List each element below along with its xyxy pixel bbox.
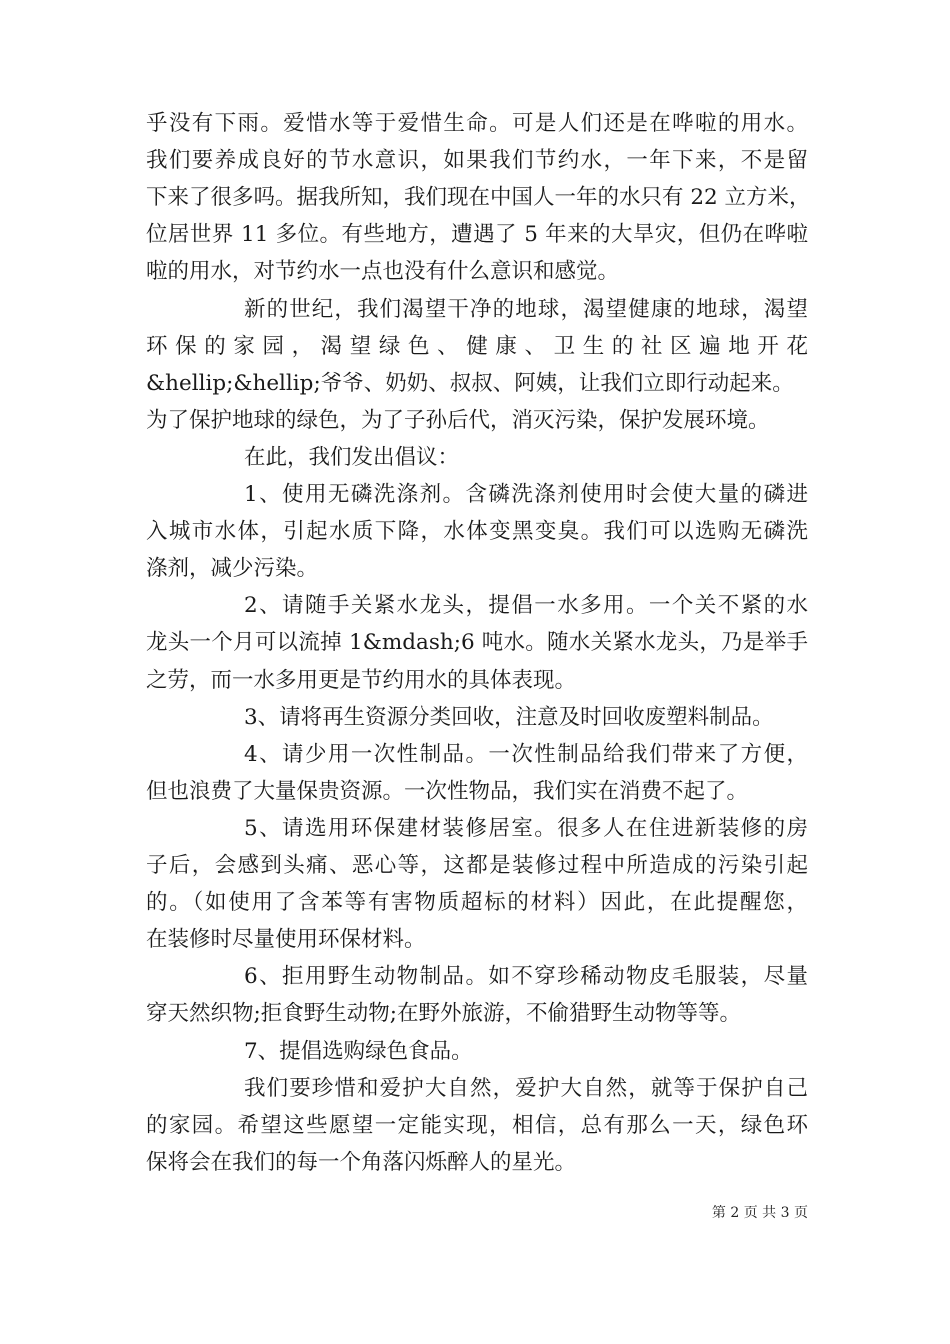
- text-line: 涤剂，减少污染。: [146, 556, 319, 582]
- text-line: &hellip;&hellip;爷爷、奶奶、叔叔、阿姨，让我们立即行动起来。: [146, 370, 794, 396]
- text-line: 穿天然织物;拒食野生动物;在野外旅游，不偷猎野生动物等等。: [146, 1001, 741, 1027]
- text-line: 的家园。希望这些愿望一定能实现，相信，总有那么一天，绿色环: [146, 1112, 808, 1138]
- text-line: 为了保护地球的绿色，为了子孙后代，消灭污染，保护发展环境。: [146, 407, 770, 433]
- text-line: 位居世界 11 多位。有些地方，遭遇了 5 年来的大旱灾，但仍在哗啦: [146, 222, 808, 248]
- text-line: 下来了很多吗。据我所知，我们现在中国人一年的水只有 22 立方米，: [146, 185, 811, 211]
- proposal-item-2: 2、请随手关紧水龙头，提倡一水多用。一个关不紧的水: [244, 593, 808, 619]
- text-line: 入城市水体，引起水质下降，水体变黑变臭。我们可以选购无磷洗: [146, 519, 808, 545]
- paragraph-first-line: 新的世纪，我们渴望干净的地球，渴望健康的地球，渴望: [244, 296, 808, 322]
- text-line: 但也浪费了大量保贵资源。一次性物品，我们实在消费不起了。: [146, 778, 749, 804]
- text-line: 我们要养成良好的节水意识，如果我们节约水，一年下来，不是留: [146, 148, 808, 174]
- paragraph-first-line: 在此，我们发出倡议：: [244, 444, 460, 470]
- page-footer: 第 2 页 共 3 页: [711, 1205, 808, 1221]
- proposal-item-5: 5、请选用环保建材装修居室。很多人在住进新装修的房: [244, 815, 808, 841]
- paragraph-first-line: 我们要珍惜和爱护大自然，爱护大自然，就等于保护自己: [244, 1075, 808, 1101]
- text-line: 的。（如使用了含苯等有害物质超标的材料）因此，在此提醒您，: [146, 890, 808, 916]
- proposal-item-1: 1、使用无磷洗涤剂。含磷洗涤剂使用时会使大量的磷进: [244, 482, 808, 507]
- text-line: 环 保 的 家 园 ， 渴 望 绿 色 、 健 康 、 卫 生 的 社 区 遍 地 开 花: [146, 333, 808, 359]
- proposal-item-7: 7、提倡选购绿色食品。: [244, 1038, 473, 1064]
- text-line: 啦的用水，对节约水一点也没有什么意识和感觉。: [146, 259, 620, 285]
- text-line: 乎没有下雨。爱惜水等于爱惜生命。可是人们还是在哗啦的用水。: [146, 111, 808, 136]
- text-line: 子后，会感到头痛、恶心等，这都是装修过程中所造成的污染引起: [146, 853, 808, 878]
- text-line: 保将会在我们的每一个角落闪烁醉人的星光。: [146, 1149, 577, 1175]
- proposal-item-6: 6、拒用野生动物制品。如不穿珍稀动物皮毛服装，尽量: [244, 964, 808, 990]
- text-line: 之劳，而一水多用更是节约用水的具体表现。: [146, 667, 577, 693]
- text-line: 龙头一个月可以流掉 1&mdash;6 吨水。随水关紧水龙头，乃是举手: [146, 630, 808, 656]
- proposal-item-4: 4、请少用一次性制品。一次性制品给我们带来了方便，: [244, 741, 808, 767]
- text-line: 在装修时尽量使用环保材料。: [146, 927, 426, 953]
- proposal-item-3: 3、请将再生资源分类回收，注意及时回收废塑料制品。: [244, 704, 774, 730]
